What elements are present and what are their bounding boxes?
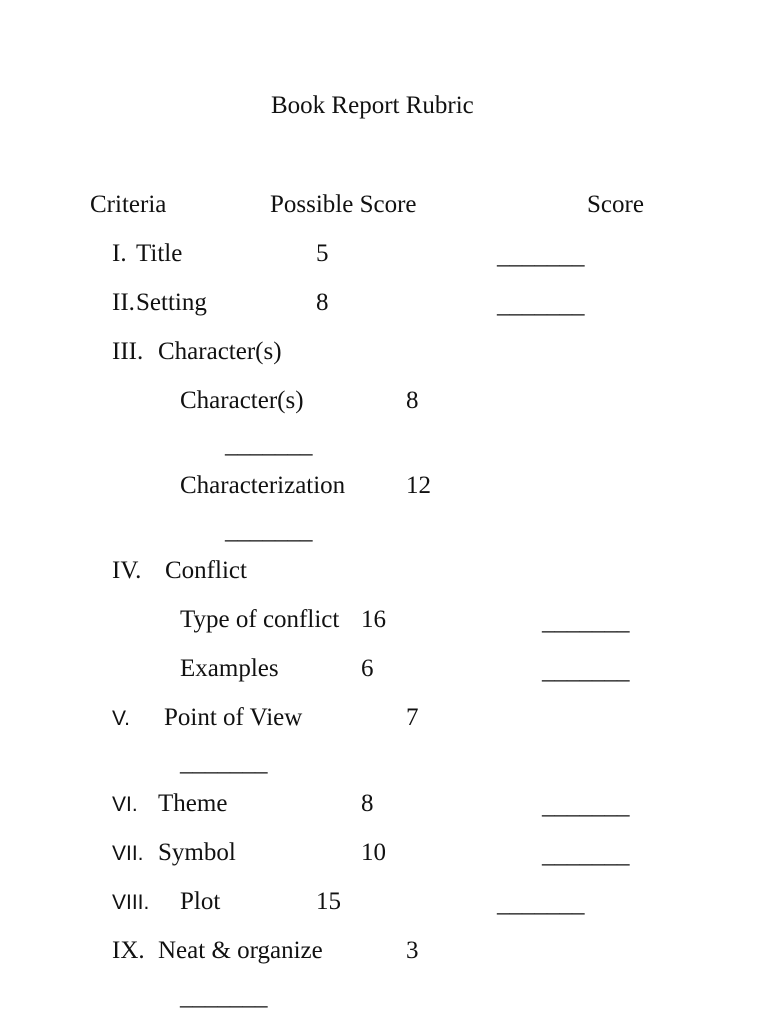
row-label: Character(s)	[158, 338, 282, 365]
row-points: 5	[316, 240, 329, 267]
score-blank: _______	[497, 291, 585, 318]
row-points: 8	[361, 790, 374, 817]
row-numeral: III.	[112, 338, 144, 365]
score-blank: _______	[542, 841, 630, 868]
score-blank: _______	[180, 983, 268, 1010]
header-criteria: Criteria	[90, 191, 167, 218]
row-points: 8	[406, 387, 419, 414]
row-label: Point of View	[164, 704, 303, 731]
sub-row-label: Type of conflict	[180, 606, 340, 633]
sub-row-label: Examples	[180, 655, 279, 682]
sub-row-label: Characterization	[180, 472, 346, 499]
row-numeral: VIII.	[112, 891, 150, 914]
row-points: 15	[316, 888, 341, 915]
score-blank: _______	[225, 517, 313, 544]
score-blank: _______	[180, 749, 268, 776]
row-numeral: IV.	[112, 557, 142, 584]
row-label: Neat & organize	[158, 937, 323, 964]
row-points: 6	[361, 655, 374, 682]
score-blank: _______	[542, 657, 630, 684]
row-label: Title	[136, 240, 183, 267]
row-points: 16	[361, 606, 386, 633]
row-numeral: IX.	[112, 937, 145, 964]
row-points: 10	[361, 839, 386, 866]
header-score: Score	[587, 191, 644, 218]
score-blank: _______	[542, 608, 630, 635]
row-points: 8	[316, 289, 329, 316]
row-points: 12	[406, 472, 431, 499]
row-label: Setting	[136, 289, 207, 316]
score-blank: _______	[497, 890, 585, 917]
row-numeral: II.	[112, 289, 135, 316]
row-label: Conflict	[165, 557, 247, 584]
row-points: 7	[406, 704, 419, 731]
row-numeral: I.	[112, 240, 127, 267]
row-label: Plot	[180, 888, 221, 915]
page-title: Book Report Rubric	[271, 92, 474, 119]
row-numeral: VII.	[112, 842, 144, 865]
sub-row-label: Character(s)	[180, 387, 304, 414]
row-numeral: VI.	[112, 793, 138, 816]
row-numeral: V.	[112, 707, 130, 730]
score-blank: _______	[542, 792, 630, 819]
row-points: 3	[406, 937, 419, 964]
score-blank: _______	[225, 431, 313, 458]
row-label: Theme	[158, 790, 228, 817]
score-blank: _______	[497, 242, 585, 269]
header-possible-score: Possible Score	[270, 191, 417, 218]
row-label: Symbol	[158, 839, 236, 866]
